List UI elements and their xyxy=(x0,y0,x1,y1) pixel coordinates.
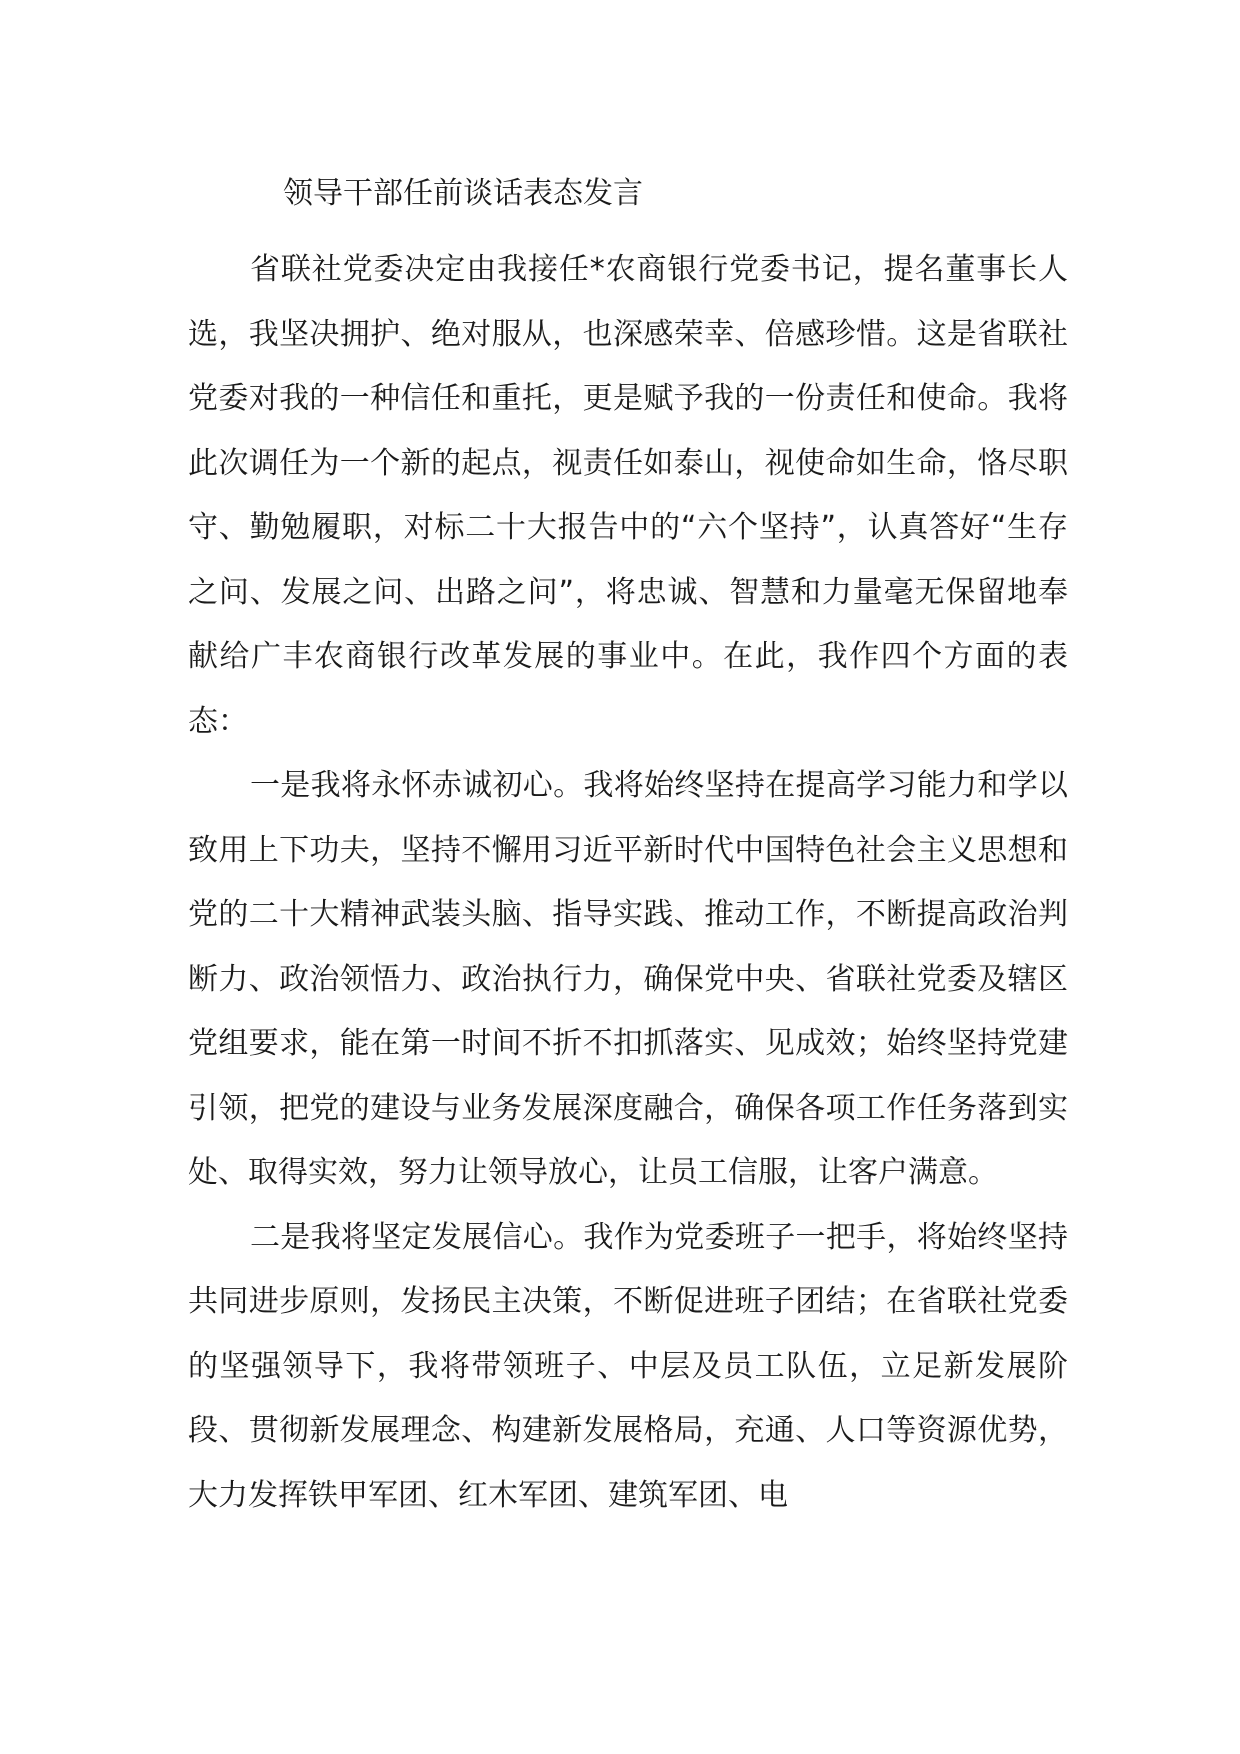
paragraph-point-one: 一是我将永怀赤诚初心。我将始终坚持在提高学习能力和学以致用上下功夫，坚持不懈用习近平新时代中国特色社会主义思想和党的二十大精神武装头脑、指导实践、推动工作，不断提高政治判断力、政治领悟力、政治执行力，确保党中央、省联社党委及辖区党组要求，能在第一时间不折不扣抓落实、见成效；始终坚持党建引领，把党的建设与业务发展深度融合，确保各项工作任务落到实处、取得实效，努力让领导放心，让员工信服，让客户满意。 xyxy=(188,768,1068,1190)
document-title: 领导干部任前谈话表态发言 xyxy=(283,176,643,211)
paragraph-intro: 省联社党委决定由我接任*农商银行党委书记，提名董事长人选，我坚决拥护、绝对服从，也深感荣幸、倍感珍惜。这是省联社党委对我的一种信任和重托，更是赋予我的一份责任和使命。我将此次调任为一个新的起点，视责任如泰山，视使命如生命，恪尽职守、勤勉履职，对标二十大报告中的“六个坚持”，认真答好“生存之问、发展之问、出路之问”，将忠诚、智慧和力量毫无保留地奉献给广丰农商银行改革发展的事业中。在此，我作四个方面的表态： xyxy=(188,252,1068,739)
document-body xyxy=(188,238,1068,1528)
paragraph-point-two: 二是我将坚定发展信心。我作为党委班子一把手，将始终坚持共同进步原则，发扬民主决策，不断促进班子团结；在省联社党委的坚强领导下，我将带领班子、中层及员工队伍，立足新发展阶段、贯彻新发展理念、构建新发展格局，充通、人口等资源优势，大力发挥铁甲军团、红木军团、建筑军团、电 xyxy=(188,1219,1068,1513)
